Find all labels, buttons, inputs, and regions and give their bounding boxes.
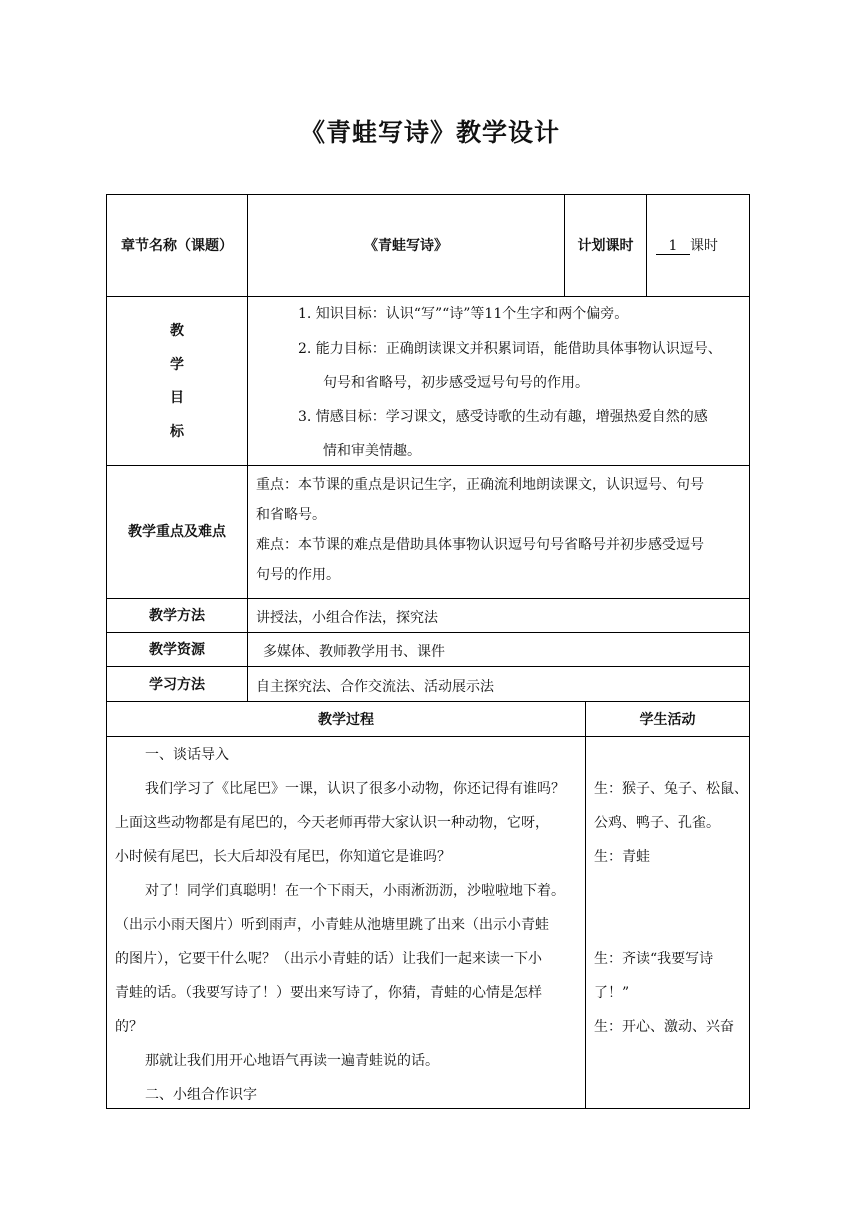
objective-line: 1. 知识目标：认识“写”“诗”等11个生字和两个偏旁。 xyxy=(298,306,629,322)
document-title: 《青蛙写诗》教学设计 xyxy=(299,118,560,147)
keypoint-line: 难点：本节课的难点是借助具体事物认识逗号句号省略号并初步感受逗号 xyxy=(256,537,704,553)
student-line: 生：青蛙 xyxy=(594,849,650,865)
process-line: 上面这些动物都是有尾巴的，今天老师再带大家认识一种动物，它呀， xyxy=(115,815,549,831)
student-line: 生：开心、激动、兴奋 xyxy=(594,1019,734,1035)
student-line: 公鸡、鸭子、孔雀。 xyxy=(594,815,720,831)
process-line: 的？ xyxy=(115,1019,143,1035)
process-line: 那就让我们用开心地语气再读一遍青蛙说的话。 xyxy=(145,1053,439,1069)
student-line: 生：猴子、兔子、松鼠、 xyxy=(594,781,748,797)
plan-unit: 课时 xyxy=(690,238,718,254)
plan-value: 1 xyxy=(656,238,690,255)
process-line: 二、小组合作识字 xyxy=(145,1087,257,1103)
process-line: 的图片），它要干什么呢？（出示小青蛙的话）让我们一起来读一下小 xyxy=(115,951,542,967)
keypoint-line: 重点：本节课的重点是识记生字，正确流利地朗读课文，认识逗号、句号 xyxy=(256,477,704,493)
chapter-value: 《青蛙写诗》 xyxy=(364,238,448,254)
keypoint-line: 句号的作用。 xyxy=(256,567,340,583)
process-header: 教学过程 xyxy=(318,712,374,728)
plan-label: 计划课时 xyxy=(577,238,634,254)
objectives-label-char: 教 xyxy=(170,323,184,339)
process-line: 对了！同学们真聪明！在一个下雨天，小雨淅沥沥，沙啦啦地下着。 xyxy=(145,883,565,899)
process-line: 我们学习了《比尾巴》一课，认识了很多小动物，你还记得有谁吗？ xyxy=(145,781,565,797)
objective-line: 3. 情感目标：学习课文，感受诗歌的生动有趣，增强热爱自然的感 xyxy=(298,409,708,425)
resources-value: 多媒体、教师教学用书、课件 xyxy=(263,644,445,660)
objective-line: 2. 能力目标：正确朗读课文并积累词语，能借助具体事物认识逗号、 xyxy=(298,341,722,357)
objectives-label-char: 标 xyxy=(170,424,184,440)
objective-line: 情和审美情趣。 xyxy=(323,443,421,459)
process-line: 青蛙的话。（我要写诗了！）要出来写诗了，你猜，青蛙的心情是怎样 xyxy=(115,985,542,1001)
method-value: 讲授法，小组合作法，探究法 xyxy=(256,610,438,626)
method-label: 教学方法 xyxy=(149,608,205,624)
learning-label: 学习方法 xyxy=(149,677,205,693)
resources-label: 教学资源 xyxy=(149,642,205,658)
objectives-label-char: 目 xyxy=(170,390,184,406)
process-line: （出示小雨天图片）听到雨声，小青蛙从池塘里跳了出来（出示小青蛙 xyxy=(115,917,549,933)
objectives-label-char: 学 xyxy=(170,357,184,373)
student-line: 生：齐读“我要写诗 xyxy=(594,951,714,967)
process-line: 小时候有尾巴，长大后却没有尾巴，你知道它是谁吗？ xyxy=(115,849,451,865)
plan-hours xyxy=(656,236,746,256)
process-line: 一、谈话导入 xyxy=(145,747,229,763)
student-activity-header: 学生活动 xyxy=(639,712,696,728)
keypoint-line: 和省略号。 xyxy=(256,507,326,523)
student-line: 了！” xyxy=(594,985,630,1001)
objective-line: 句号和省略号，初步感受逗号句号的作用。 xyxy=(323,375,589,391)
keypoints-label: 教学重点及难点 xyxy=(128,524,226,540)
learning-value: 自主探究法、合作交流法、活动展示法 xyxy=(256,679,494,695)
chapter-label: 章节名称（课题） xyxy=(121,238,233,254)
